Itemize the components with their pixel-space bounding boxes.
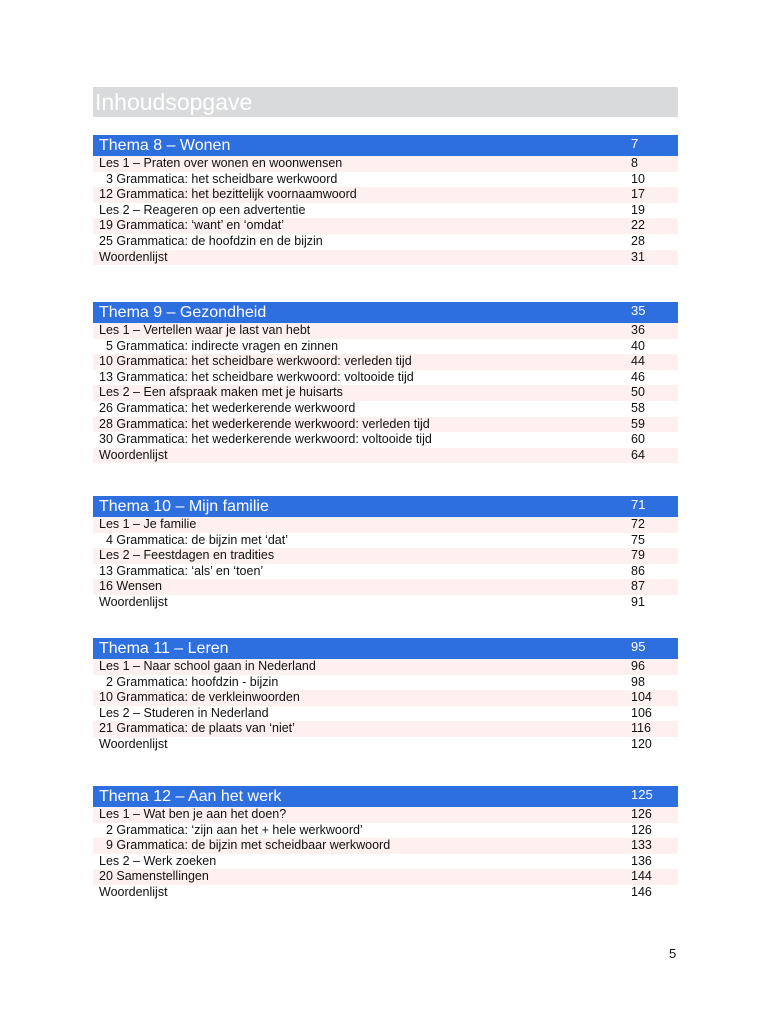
toc-entry-label: Woordenlijst bbox=[99, 249, 168, 264]
toc-row[interactable] bbox=[93, 854, 678, 870]
toc-entry-label: Les 2 – Werk zoeken bbox=[99, 853, 217, 868]
toc-row[interactable] bbox=[93, 323, 678, 339]
toc-entry-label: 21 Grammatica: de plaats van ‘niet’ bbox=[99, 721, 295, 736]
toc-entry-page: 98 bbox=[631, 674, 645, 689]
toc-row[interactable] bbox=[93, 737, 678, 753]
toc-row[interactable] bbox=[93, 385, 678, 401]
toc-entry-page: 28 bbox=[631, 233, 645, 248]
toc-entry-page: 10 bbox=[631, 171, 645, 186]
toc-entry-label: 5 Grammatica: indirecte vragen en zinnen bbox=[106, 338, 339, 353]
toc-entry-page: 22 bbox=[631, 218, 645, 233]
toc-entry-label: 16 Wensen bbox=[99, 579, 163, 594]
toc-row[interactable] bbox=[93, 432, 678, 448]
toc-entry-label: 30 Grammatica: het wederkerende werkwoord: voltooide tijd bbox=[99, 432, 432, 447]
toc-entry-page: 91 bbox=[631, 594, 645, 609]
toc-entry-label: 25 Grammatica: de hoofdzin en de bijzin bbox=[99, 233, 323, 248]
theme-header[interactable] bbox=[93, 638, 678, 659]
toc-row[interactable] bbox=[93, 234, 678, 250]
theme-section-8 bbox=[93, 135, 678, 265]
toc-entry-page: 58 bbox=[631, 400, 645, 415]
theme-header[interactable] bbox=[93, 496, 678, 517]
toc-entry-page: 50 bbox=[631, 385, 645, 400]
toc-row[interactable] bbox=[93, 218, 678, 234]
toc-entry-page: 116 bbox=[631, 721, 651, 736]
toc-row[interactable] bbox=[93, 172, 678, 188]
toc-entry-label: 20 Samenstellingen bbox=[99, 869, 209, 884]
theme-header[interactable] bbox=[93, 786, 678, 807]
toc-entry-page: 64 bbox=[631, 447, 645, 462]
toc-row[interactable] bbox=[93, 595, 678, 611]
toc-row[interactable] bbox=[93, 807, 678, 823]
theme-title: Thema 11 – Leren bbox=[99, 640, 229, 657]
toc-entry-label: Woordenlijst bbox=[99, 447, 168, 462]
toc-entry-page: 146 bbox=[631, 884, 652, 899]
theme-section-9 bbox=[93, 302, 678, 463]
page-title: Inhoudsopgave bbox=[93, 87, 678, 117]
toc-entry-label: 19 Grammatica: ‘want’ en ‘omdat’ bbox=[99, 218, 285, 233]
toc-entry-label: 10 Grammatica: de verkleinwoorden bbox=[99, 690, 300, 705]
toc-entry-label: Woordenlijst bbox=[99, 736, 168, 751]
toc-entry-page: 44 bbox=[631, 354, 645, 369]
toc-entry-page: 40 bbox=[631, 338, 645, 353]
toc-row[interactable] bbox=[93, 533, 678, 549]
toc-row[interactable] bbox=[93, 659, 678, 675]
toc-entry-label: 13 Grammatica: het scheidbare werkwoord: voltooide tijd bbox=[99, 369, 414, 384]
theme-page-number: 35 bbox=[631, 303, 646, 318]
toc-entry-label: 28 Grammatica: het wederkerende werkwoord: verleden tijd bbox=[99, 416, 430, 431]
toc-entry-page: 72 bbox=[631, 517, 645, 531]
toc-entry-page: 8 bbox=[631, 156, 638, 170]
theme-header[interactable] bbox=[93, 135, 678, 156]
theme-section-11 bbox=[93, 638, 678, 753]
toc-entry-label: Les 2 – Reageren op een advertentie bbox=[99, 202, 306, 217]
theme-section-12 bbox=[93, 786, 678, 901]
toc-row[interactable] bbox=[93, 187, 678, 203]
toc-row[interactable] bbox=[93, 838, 678, 854]
toc-row[interactable] bbox=[93, 448, 678, 464]
toc-row[interactable] bbox=[93, 156, 678, 172]
toc-row[interactable] bbox=[93, 548, 678, 564]
toc-entry-page: 144 bbox=[631, 869, 652, 884]
toc-row[interactable] bbox=[93, 250, 678, 266]
toc-row[interactable] bbox=[93, 417, 678, 433]
toc-row[interactable] bbox=[93, 517, 678, 533]
toc-entry-page: 79 bbox=[631, 548, 645, 563]
toc-entry-page: 46 bbox=[631, 369, 645, 384]
toc-entry-page: 19 bbox=[631, 202, 645, 217]
toc-entry-page: 31 bbox=[631, 249, 645, 264]
page-number: 5 bbox=[669, 946, 677, 961]
toc-entry-label: Les 1 – Praten over wonen en woonwensen bbox=[99, 156, 343, 170]
toc-row[interactable] bbox=[93, 690, 678, 706]
toc-entry-label: Les 2 – Een afspraak maken met je huisarts bbox=[99, 385, 343, 400]
toc-entry-page: 126 bbox=[631, 807, 652, 821]
theme-section-10 bbox=[93, 496, 678, 611]
toc-row[interactable] bbox=[93, 354, 678, 370]
toc-entry-page: 36 bbox=[631, 323, 645, 337]
toc-entry-label: 10 Grammatica: het scheidbare werkwoord: verleden tijd bbox=[99, 354, 412, 369]
toc-row[interactable] bbox=[93, 579, 678, 595]
toc-entry-page: 60 bbox=[631, 432, 645, 447]
toc-row[interactable] bbox=[93, 564, 678, 580]
toc-entry-page: 75 bbox=[631, 532, 645, 547]
toc-entry-label: Les 1 – Naar school gaan in Nederland bbox=[99, 659, 316, 673]
toc-row[interactable] bbox=[93, 721, 678, 737]
toc-row[interactable] bbox=[93, 203, 678, 219]
toc-entry-page: 96 bbox=[631, 659, 645, 673]
toc-row[interactable] bbox=[93, 370, 678, 386]
toc-entry-label: 26 Grammatica: het wederkerende werkwoord bbox=[99, 400, 356, 415]
toc-entry-label: 4 Grammatica: de bijzin met ‘dat’ bbox=[106, 532, 289, 547]
theme-title: Thema 8 – Wonen bbox=[99, 137, 231, 154]
toc-row[interactable] bbox=[93, 823, 678, 839]
toc-entry-page: 104 bbox=[631, 690, 652, 705]
toc-row[interactable] bbox=[93, 869, 678, 885]
toc-entry-page: 133 bbox=[631, 838, 652, 853]
theme-page-number: 95 bbox=[631, 639, 646, 654]
toc-row[interactable] bbox=[93, 885, 678, 901]
toc-entry-label: Les 1 – Je familie bbox=[99, 517, 197, 531]
toc-entry-label: Les 1 – Vertellen waar je last van hebt bbox=[99, 323, 311, 337]
toc-entry-page: 106 bbox=[631, 705, 652, 720]
toc-entry-page: 59 bbox=[631, 416, 645, 431]
toc-entry-label: Les 1 – Wat ben je aan het doen? bbox=[99, 807, 287, 821]
theme-title: Thema 10 – Mijn familie bbox=[99, 498, 269, 515]
toc-entry-label: 12 Grammatica: het bezittelijk voornaamwoord bbox=[99, 187, 357, 202]
theme-page-number: 71 bbox=[631, 497, 646, 512]
toc-entry-page: 126 bbox=[631, 822, 652, 837]
toc-row[interactable] bbox=[93, 339, 678, 355]
theme-title: Thema 12 – Aan het werk bbox=[99, 788, 282, 805]
theme-header[interactable] bbox=[93, 302, 678, 323]
toc-entry-label: 2 Grammatica: hoofdzin - bijzin bbox=[106, 674, 279, 689]
toc-row[interactable] bbox=[93, 401, 678, 417]
toc-row[interactable] bbox=[93, 706, 678, 722]
toc-entry-label: Woordenlijst bbox=[99, 884, 168, 899]
toc-row[interactable] bbox=[93, 675, 678, 691]
toc-entry-label: Woordenlijst bbox=[99, 594, 168, 609]
toc-entry-page: 17 bbox=[631, 187, 645, 202]
theme-page-number: 7 bbox=[631, 136, 639, 151]
toc-entry-page: 86 bbox=[631, 563, 645, 578]
toc-entry-label: 9 Grammatica: de bijzin met scheidbaar werkwoord bbox=[106, 838, 391, 853]
toc-entry-page: 136 bbox=[631, 853, 652, 868]
toc-entry-label: 13 Grammatica: ‘als’ en ‘toen’ bbox=[99, 563, 264, 578]
theme-page-number: 125 bbox=[631, 787, 653, 802]
theme-title: Thema 9 – Gezondheid bbox=[99, 304, 267, 321]
toc-entry-label: 3 Grammatica: het scheidbare werkwoord bbox=[106, 171, 338, 186]
toc-entry-page: 120 bbox=[631, 736, 652, 751]
toc-entry-page: 87 bbox=[631, 579, 645, 594]
toc-entry-label: Les 2 – Studeren in Nederland bbox=[99, 705, 269, 720]
toc-entry-label: Les 2 – Feestdagen en tradities bbox=[99, 548, 275, 563]
toc-entry-label: 2 Grammatica: ‘zijn aan het + hele werkwoord’ bbox=[106, 822, 363, 837]
